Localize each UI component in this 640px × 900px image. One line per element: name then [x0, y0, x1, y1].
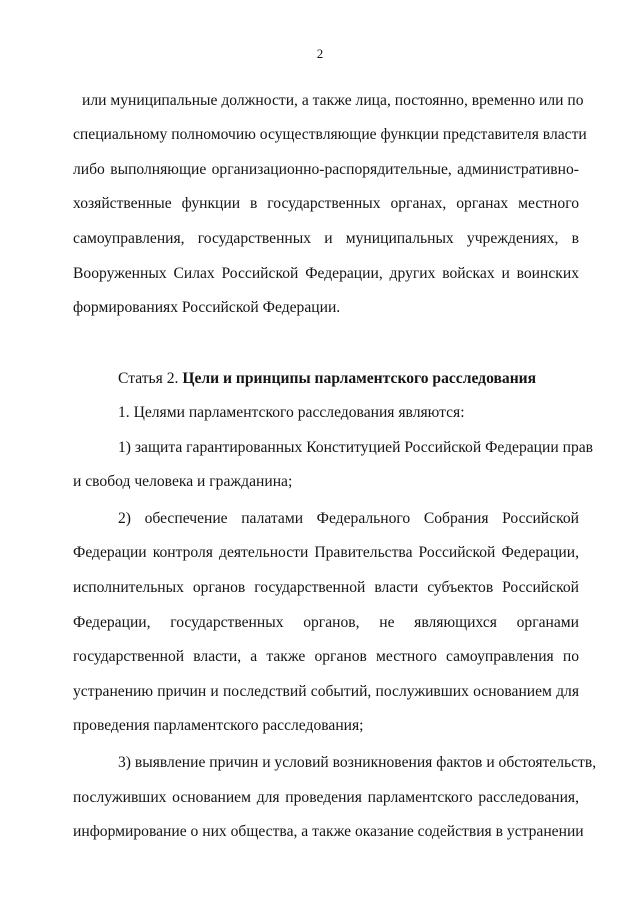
- text-line: Федерации контроля деятельности Правительства Российской Федерации,: [73, 544, 579, 561]
- text-line: Вооруженных Силах Российской Федерации, других войсках и воинских: [73, 265, 579, 282]
- text-line: либо выполняющие организационно-распорядительные, административно-: [73, 161, 579, 178]
- page-number: 2: [316, 46, 324, 61]
- text-line: информирование о них общества, а также оказание содействия в устранении: [73, 823, 584, 840]
- text-line: формированиях Российской Федерации.: [73, 299, 341, 316]
- item-1: 1. Целями парламентского расследования являются:: [118, 404, 465, 421]
- text-line: 2) обеспечение палатами Федерального Собрания Российской: [118, 510, 579, 527]
- text-line: Федерации, государственных органов, не являющихся органами: [73, 614, 579, 631]
- text-line: специальному полномочию осуществляющие функции представителя власти: [73, 126, 587, 143]
- article-title: Цели и принципы парламентского расследования: [182, 370, 537, 387]
- text-line: государственной власти, а также органов местного самоуправления по: [73, 648, 579, 665]
- text-line: и свобод человека и гражданина;: [73, 473, 293, 490]
- text-line: хозяйственные функции в государственных органах, органах местного: [73, 195, 579, 212]
- article-number: Статья 2.: [118, 370, 183, 387]
- text-line: или муниципальные должности, а также лица, постоянно, временно или по: [82, 92, 584, 109]
- article-heading: [118, 369, 579, 389]
- text-line: самоуправления, государственных и муниципальных учреждениях, в: [73, 230, 579, 247]
- text-line: 3) выявление причин и условий возникновения фактов и обстоятельств,: [118, 754, 597, 771]
- text-line: исполнительных органов государственной власти субъектов Российской: [73, 579, 579, 596]
- text-line: устранению причин и последствий событий, послуживших основанием для: [73, 683, 579, 700]
- text-line: проведения парламентского расследования;: [73, 717, 364, 734]
- text-line: 1) защита гарантированных Конституцией Российской Федерации прав: [118, 439, 594, 456]
- text-line: послуживших основанием для проведения парламентского расследования,: [73, 789, 579, 806]
